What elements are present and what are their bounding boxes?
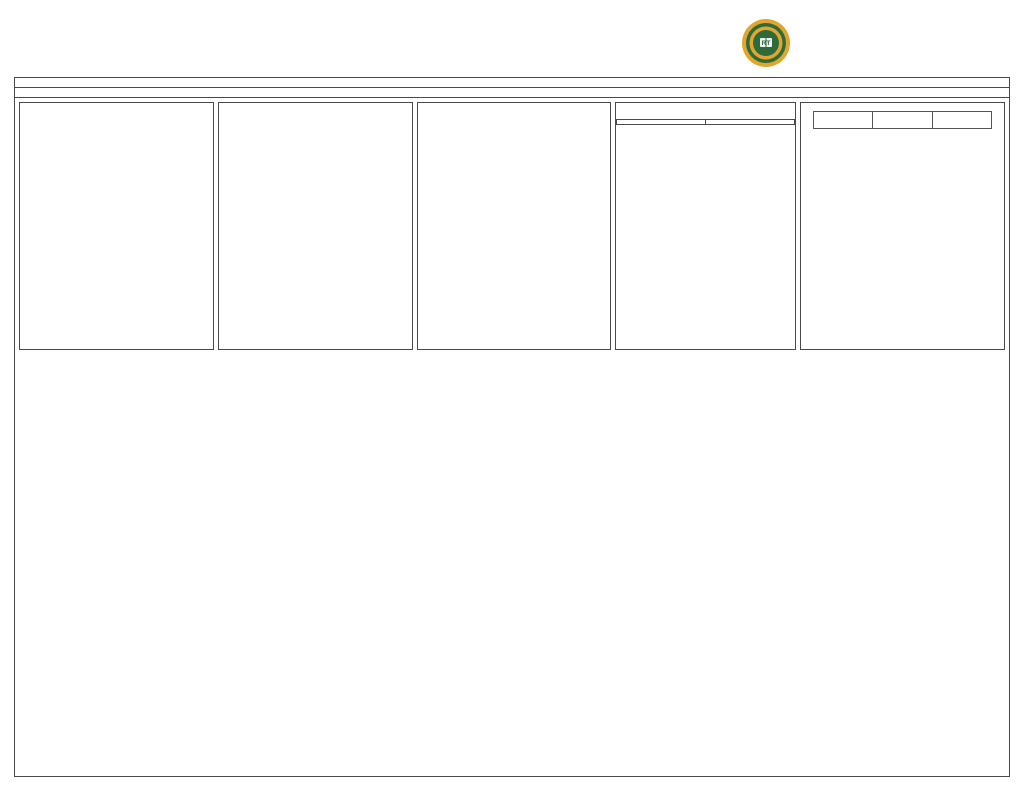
col-header-emergency-days-used <box>617 120 706 125</box>
legend-column-2 <box>218 102 413 350</box>
svg-text:RT: RT <box>761 40 771 47</box>
emergency-days-panel <box>615 102 796 350</box>
school-seal-icon <box>741 18 791 68</box>
student-days-table <box>813 111 992 129</box>
col-header-days-given-back <box>706 120 795 125</box>
page-header <box>0 0 1024 76</box>
table-header-row <box>814 112 992 129</box>
bottom-section <box>15 98 1009 350</box>
months-row-spring <box>15 88 1009 94</box>
months-row-fall <box>15 78 1009 84</box>
emergency-note <box>616 125 795 154</box>
col-header-student-days <box>873 112 932 129</box>
student-days-panel <box>800 102 1005 350</box>
emergency-intro <box>616 103 795 119</box>
table-header-row <box>617 120 795 125</box>
col-header-staff-days <box>932 112 991 129</box>
legend-column-3 <box>417 102 612 350</box>
legend-column-1 <box>19 102 214 350</box>
calendar-frame <box>14 77 1010 777</box>
col-header-blank <box>814 112 873 129</box>
